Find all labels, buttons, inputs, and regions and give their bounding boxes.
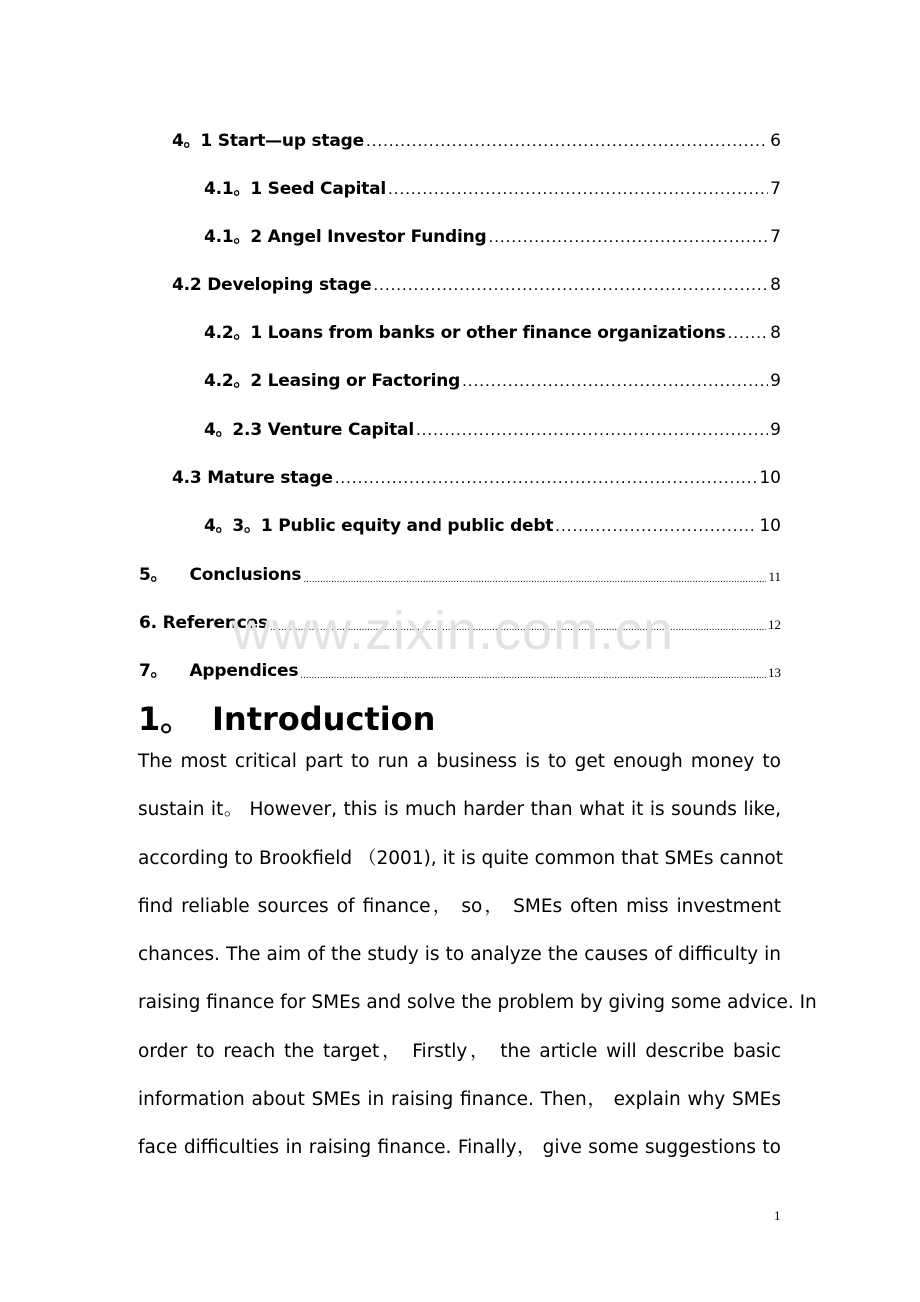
page-number: 1 <box>774 1208 781 1223</box>
watermark: www.zixin.com.cn <box>232 601 675 661</box>
body-paragraph <box>138 738 817 1173</box>
toc-entry-page: 11 <box>768 569 781 584</box>
toc-entry[interactable] <box>0 217 920 247</box>
section-number: 1。 <box>138 700 193 738</box>
toc-entry[interactable] <box>0 313 920 343</box>
toc-entry[interactable] <box>0 555 920 585</box>
toc-leader-dots <box>366 131 768 151</box>
toc-entry-label: 4。3。1 Public equity and public debt <box>204 516 554 536</box>
toc-leader-dots <box>555 516 757 536</box>
toc-entry-page: 9 <box>770 420 781 440</box>
toc-entry[interactable] <box>0 506 920 536</box>
paragraph-line: The most critical part to run a business is to get enough money to <box>138 751 781 772</box>
toc-entry-page: 12 <box>768 617 781 632</box>
toc-entry-number: 5。 <box>139 565 168 585</box>
toc-entry-page: 7 <box>770 179 781 199</box>
paragraph-line: according to Brookfield （2001), it is quite common that SMEs cannot <box>138 847 783 869</box>
toc-entry-page: 6 <box>770 131 781 151</box>
toc-entry-label: 4.2。2 Leasing or Factoring <box>204 371 461 391</box>
section-heading <box>138 694 435 740</box>
toc-leader-dots <box>335 468 758 488</box>
toc-entry[interactable] <box>0 121 920 151</box>
toc-entry-label: 4.1。2 Angel Investor Funding <box>204 227 487 247</box>
section-title: Introduction <box>212 700 436 738</box>
toc-entry-label: Appendices <box>189 661 299 681</box>
toc-entry-page: 7 <box>770 227 781 247</box>
toc-entry-label: 6. References <box>139 613 268 633</box>
paragraph-line: raising finance for SMEs and solve the problem by giving some advice. In <box>138 992 817 1014</box>
toc-leader-dots <box>728 323 769 343</box>
paragraph-line: sustain it。 However, this is much harder than what it is sounds like, <box>138 799 781 821</box>
toc-entry-label: 4.3 Mature stage <box>172 468 333 488</box>
toc-entry[interactable] <box>0 458 920 488</box>
toc-entry-page: 13 <box>768 665 781 680</box>
paragraph-line: find reliable sources of finance， so， SMEs often miss investment <box>138 895 781 917</box>
toc-entry-label: 4.2 Developing stage <box>172 275 372 295</box>
toc-leader-dots <box>300 670 766 681</box>
paragraph-line: face difficulties in raising finance. Finally， give some suggestions to <box>138 1137 781 1159</box>
paragraph-line: chances. The aim of the study is to analyze the causes of difficulty in <box>138 944 781 966</box>
toc-leader-dots <box>416 420 768 440</box>
toc-entry-page: 10 <box>759 516 781 536</box>
toc-leader-dots <box>462 371 768 391</box>
toc-entry-label: 4.1。1 Seed Capital <box>204 179 387 199</box>
toc-leader-dots <box>388 179 768 199</box>
toc-entry-label: Conclusions <box>189 565 302 585</box>
paragraph-line: information about SMEs in raising finance. Then， explain why SMEs <box>138 1089 781 1111</box>
toc-entry[interactable] <box>0 169 920 199</box>
toc-leader-dots <box>488 227 768 247</box>
paragraph-line: order to reach the target， Firstly， the article will describe basic <box>138 1040 781 1062</box>
toc-entry-label: 4。2.3 Venture Capital <box>204 420 414 440</box>
toc-entry[interactable] <box>0 361 920 391</box>
toc-entry-label: 4。1 Start—up stage <box>172 131 364 151</box>
toc-leader-dots <box>373 275 768 295</box>
toc-entry-page: 8 <box>770 275 781 295</box>
toc-entry-page: 10 <box>759 468 781 488</box>
toc-leader-dots <box>303 574 766 585</box>
toc-entry-number: 7。 <box>139 661 168 681</box>
toc-entry[interactable] <box>0 265 920 295</box>
toc-entry-label: 4.2。1 Loans from banks or other finance organizations <box>204 323 726 343</box>
toc-entry[interactable] <box>0 410 920 440</box>
toc-entry-page: 8 <box>770 323 781 343</box>
toc-entry-page: 9 <box>770 371 781 391</box>
